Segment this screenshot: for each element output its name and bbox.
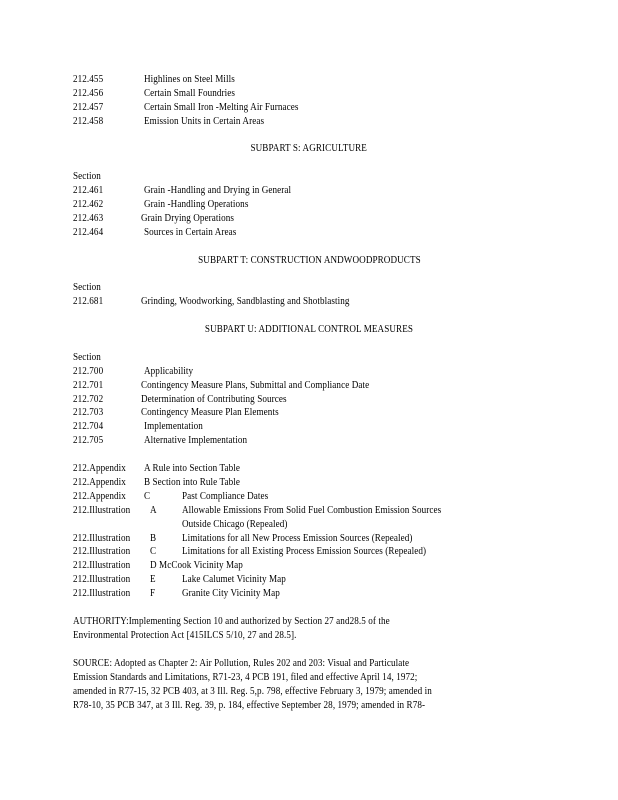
toc-title: Applicability xyxy=(144,366,194,377)
illustration-letter: E xyxy=(150,574,156,585)
subpart-t-heading xyxy=(0,254,618,267)
appendix-letter: A Rule into Section Table xyxy=(144,463,240,474)
subpart-s-heading xyxy=(0,142,618,155)
illustration-title: Lake Calumet Vicinity Map xyxy=(182,574,286,585)
source-line: Emission Standards and Limitations, R71-23, 4 PCB 191, filed and effective April 14, 1972; xyxy=(73,672,418,683)
toc-title: Emission Units in Certain Areas xyxy=(144,116,265,127)
source-line: SOURCE: Adopted as Chapter 2: Air Pollution, Rules 202 and 203: Visual and Particulate xyxy=(73,658,410,669)
appendix-title: Past Compliance Dates xyxy=(182,491,269,502)
toc-number: 212.464 xyxy=(73,227,104,238)
toc-title: Implementation xyxy=(144,421,203,432)
subpart-u-heading xyxy=(0,323,618,336)
illustration-label: 212.Illustration xyxy=(73,505,131,516)
toc-number: 212.700 xyxy=(73,366,104,377)
illustration-title-cont: Outside Chicago (Repealed) xyxy=(182,519,288,530)
illustration-letter: C xyxy=(150,546,157,557)
subpart-t-heading-text: SUBPART T: CONSTRUCTION ANDWOODPRODUCTS xyxy=(197,255,421,266)
appendix-letter: B Section into Rule Table xyxy=(144,477,240,488)
subpart-s-heading-text: SUBPART S: AGRICULTURE xyxy=(250,143,368,154)
toc-number: 212.463 xyxy=(73,213,104,224)
toc-title: Contingency Measure Plans, Submittal and Compliance Date xyxy=(141,380,370,391)
authority-line: Environmental Protection Act [415ILCS 5/10, 27 and 28.5]. xyxy=(73,630,297,641)
toc-number: 212.703 xyxy=(73,407,104,418)
illustration-letter: B xyxy=(150,533,157,544)
toc-title: Certain Small Iron -Melting Air Furnaces xyxy=(144,102,299,113)
illustration-label: 212.Illustration xyxy=(73,560,131,571)
toc-title: Grinding, Woodworking, Sandblasting and Shotblasting xyxy=(141,296,350,307)
illustration-title: Granite City Vicinity Map xyxy=(182,588,280,599)
section-label: Section xyxy=(73,171,101,182)
source-line: amended in R77-15, 32 PCB 403, at 3 Ill. Reg. 5,p. 798, effective February 3, 1979; amended in xyxy=(73,686,432,697)
illustration-title: Allowable Emissions From Solid Fuel Combustion Emission Sources xyxy=(182,505,442,516)
toc-title: Grain Drying Operations xyxy=(141,213,235,224)
toc-number: 212.461 xyxy=(73,185,104,196)
toc-number: 212.462 xyxy=(73,199,104,210)
subpart-u-heading-text: SUBPART U: ADDITIONAL CONTROL MEASURES xyxy=(204,324,414,335)
toc-title: Grain -Handling Operations xyxy=(144,199,249,210)
illustration-title: Limitations for all New Process Emission Sources (Repealed) xyxy=(182,533,413,544)
section-label: Section xyxy=(73,352,101,363)
authority-line: AUTHORITY:Implementing Section 10 and authorized by Section 27 and28.5 of the xyxy=(73,616,390,627)
toc-number: 212.705 xyxy=(73,435,104,446)
toc-title: Contingency Measure Plan Elements xyxy=(141,407,279,418)
toc-number: 212.458 xyxy=(73,116,104,127)
illustration-letter: A xyxy=(150,505,157,516)
illustration-letter: D McCook Vicinity Map xyxy=(150,560,243,571)
toc-title: Highlines on Steel Mills xyxy=(144,74,235,85)
appendix-label: 212.Appendix xyxy=(73,477,126,488)
toc-title: Certain Small Foundries xyxy=(144,88,236,99)
toc-number: 212.701 xyxy=(73,380,104,391)
toc-title: Determination of Contributing Sources xyxy=(141,394,287,405)
toc-number: 212.457 xyxy=(73,102,104,113)
source-line: R78-10, 35 PCB 347, at 3 Ill. Reg. 39, p. 184, effective September 28, 1979; amended in R78- xyxy=(73,700,426,711)
toc-title: Alternative Implementation xyxy=(144,435,248,446)
toc-number: 212.455 xyxy=(73,74,104,85)
appendix-letter: C xyxy=(144,491,151,502)
toc-number: 212.704 xyxy=(73,421,104,432)
illustration-label: 212.Illustration xyxy=(73,588,131,599)
illustration-label: 212.Illustration xyxy=(73,546,131,557)
section-label: Section xyxy=(73,282,101,293)
appendix-label: 212.Appendix xyxy=(73,463,126,474)
appendix-label: 212.Appendix xyxy=(73,491,126,502)
toc-number: 212.702 xyxy=(73,394,104,405)
illustration-letter: F xyxy=(150,588,156,599)
toc-title: Sources in Certain Areas xyxy=(144,227,237,238)
illustration-title: Limitations for all Existing Process Emission Sources (Repealed) xyxy=(182,546,427,557)
toc-number: 212.681 xyxy=(73,296,104,307)
illustration-label: 212.Illustration xyxy=(73,574,131,585)
toc-number: 212.456 xyxy=(73,88,104,99)
illustration-label: 212.Illustration xyxy=(73,533,131,544)
toc-title: Grain -Handling and Drying in General xyxy=(144,185,292,196)
